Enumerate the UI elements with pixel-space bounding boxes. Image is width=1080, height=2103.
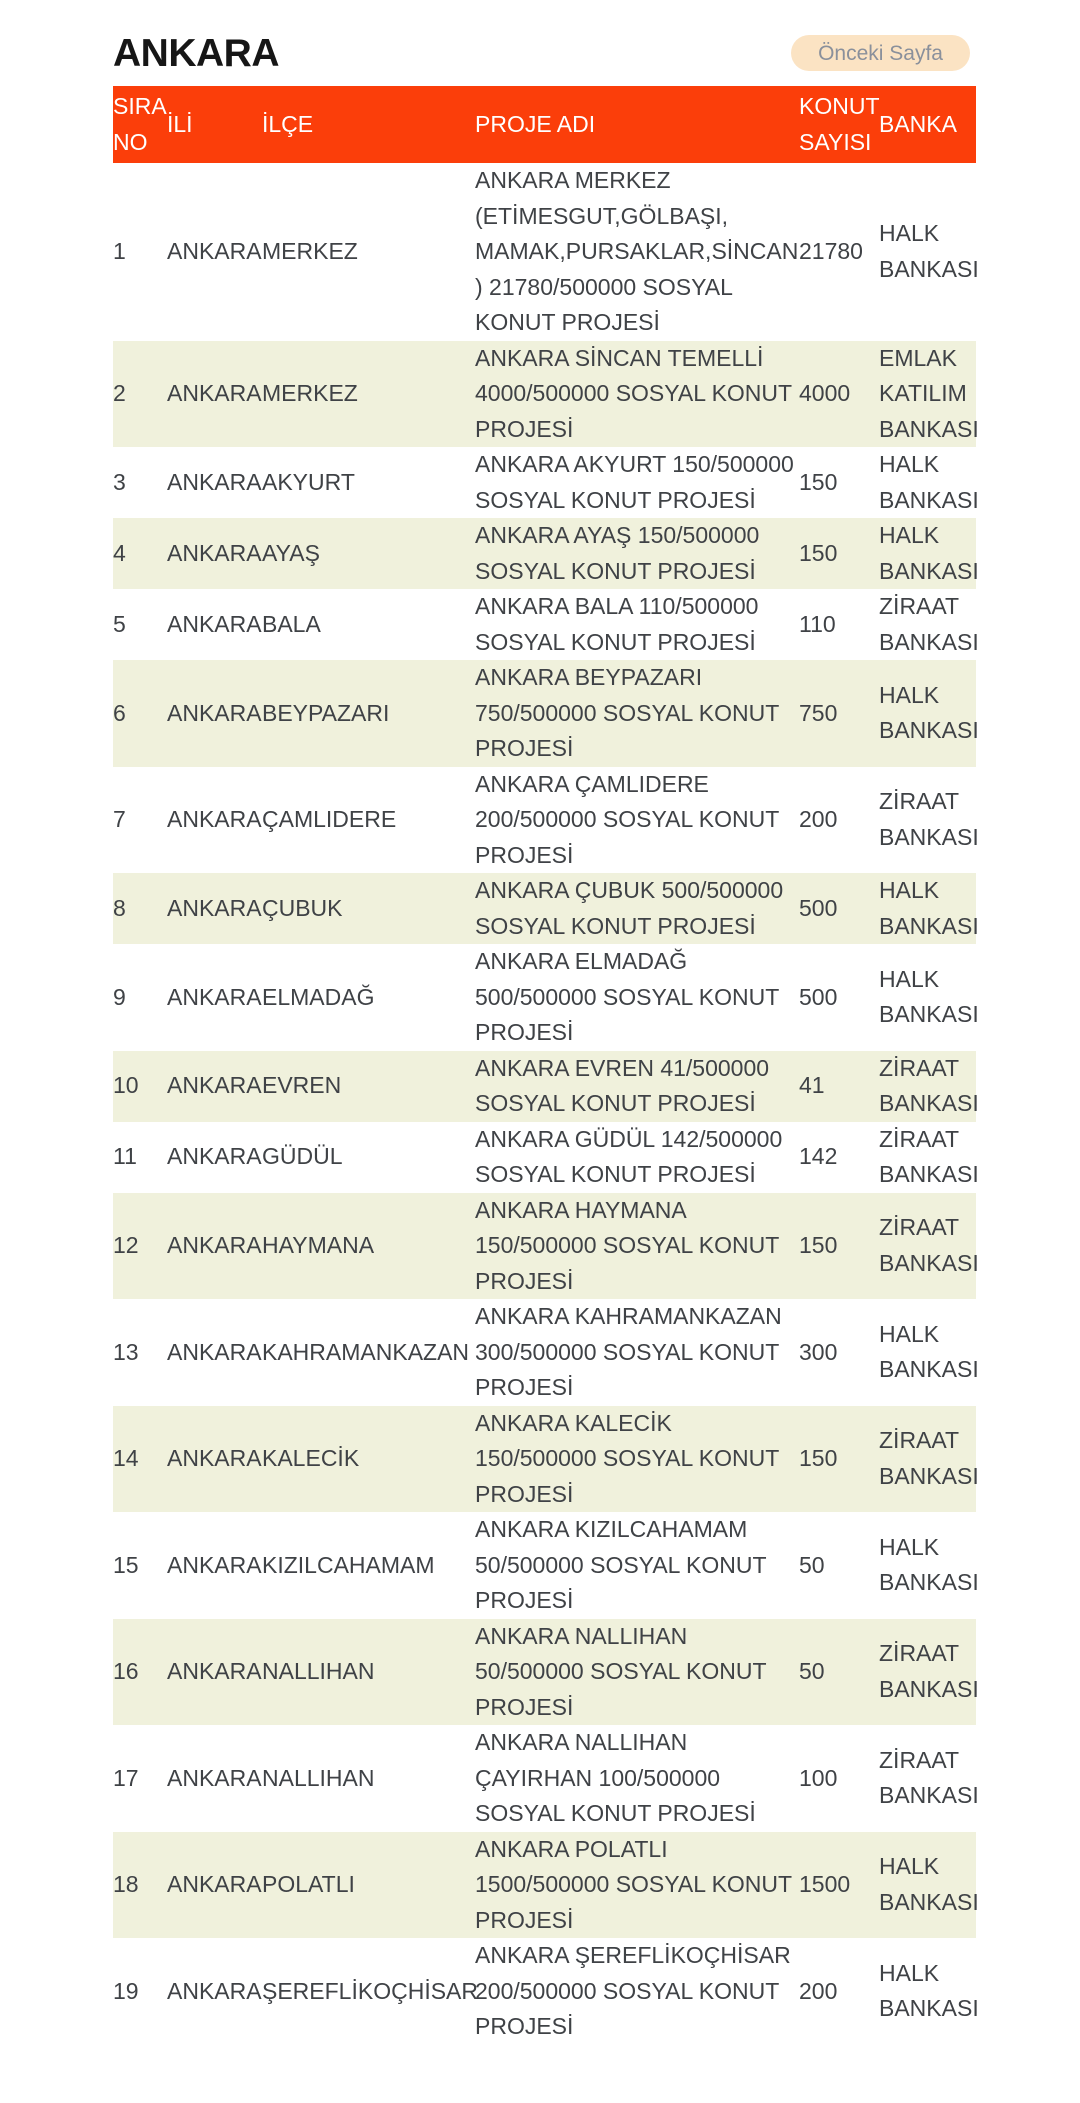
cell-banka: HALK BANKASI: [879, 220, 979, 282]
cell-no: 17: [113, 1764, 139, 1791]
cell-no: 2: [113, 380, 126, 406]
cell-konut: 110: [799, 610, 836, 637]
cell-banka: HALK BANKASI: [879, 522, 979, 584]
cell-konut: 200: [799, 1977, 838, 2004]
cell-ilce: AKYURT: [262, 468, 355, 495]
cell-konut: 50: [799, 1551, 825, 1578]
cell-banka: ZİRAAT BANKASI: [879, 593, 979, 655]
table-row: [113, 1406, 976, 1513]
cell-konut: 500: [799, 894, 838, 921]
cell-konut: 21780: [799, 238, 863, 264]
cell-proje: ANKARA AKYURT 150/500000 SOSYAL KONUT PROJESİ: [475, 451, 794, 513]
cell-il: ANKARA: [167, 1072, 262, 1099]
cell-no: 10: [113, 1072, 139, 1099]
cell-banka: ZİRAAT BANKASI: [879, 1746, 979, 1809]
cell-banka: ZİRAAT BANKASI: [879, 788, 979, 850]
column-header-ili: İLİ: [167, 86, 262, 163]
table-row: [113, 767, 976, 874]
cell-no: 18: [113, 1871, 139, 1897]
cell-il: ANKARA: [167, 1232, 262, 1258]
cell-proje: ANKARA ELMADAĞ 500/500000 SOSYAL KONUT PROJESİ: [475, 948, 779, 1045]
cell-proje: ANKARA GÜDÜL 142/500000 SOSYAL KONUT PROJESİ: [475, 1125, 783, 1187]
cell-il: ANKARA: [167, 1871, 262, 1897]
cell-il: ANKARA: [167, 699, 262, 726]
table-row: [113, 1051, 976, 1122]
cell-no: 11: [113, 1143, 137, 1170]
table-row: [113, 944, 976, 1051]
table-header-row: [113, 86, 976, 163]
cell-il: ANKARA: [167, 1764, 262, 1791]
previous-page-button[interactable]: Önceki Sayfa: [791, 35, 970, 71]
cell-ilce: HAYMANA: [262, 1232, 375, 1258]
cell-proje: ANKARA BALA 110/500000 SOSYAL KONUT PROJESİ: [475, 593, 759, 655]
cell-proje: ANKARA KIZILCAHAMAM 50/500000 SOSYAL KONUT PROJESİ: [475, 1516, 767, 1613]
cell-il: ANKARA: [167, 238, 262, 264]
table-row: [113, 1725, 976, 1832]
cell-banka: ZİRAAT BANKASI: [879, 1640, 979, 1702]
cell-proje: ANKARA ÇAMLIDERE 200/500000 SOSYAL KONUT PROJESİ: [475, 770, 779, 868]
cell-ilce: ÇUBUK: [262, 894, 343, 921]
table-row: [113, 1832, 976, 1939]
cell-no: 7: [113, 806, 126, 832]
cell-proje: ANKARA HAYMANA 150/500000 SOSYAL KONUT PROJESİ: [475, 1196, 779, 1294]
cell-no: 9: [113, 983, 126, 1010]
cell-banka: HALK BANKASI: [879, 877, 979, 939]
cell-banka: HALK BANKASI: [879, 1853, 979, 1915]
cell-ilce: MERKEZ: [262, 238, 358, 264]
table-row: [113, 1512, 976, 1619]
table-row: [113, 589, 976, 660]
cell-no: 1: [113, 238, 126, 264]
cell-no: 15: [113, 1551, 139, 1578]
table-row: [113, 1938, 976, 2045]
cell-banka: HALK BANKASI: [879, 451, 979, 513]
cell-banka: HALK BANKASI: [879, 965, 979, 1028]
cell-ilce: EVREN: [262, 1072, 342, 1099]
cell-konut: 142: [799, 1143, 838, 1170]
cell-il: ANKARA: [167, 894, 262, 921]
table-body: [113, 163, 979, 2045]
cell-ilce: POLATLI: [262, 1871, 355, 1897]
column-header-ilce: İLÇE: [262, 86, 475, 163]
cell-ilce: KALECİK: [262, 1445, 360, 1471]
cell-konut: 300: [799, 1338, 838, 1365]
cell-proje: ANKARA NALLIHAN ÇAYIRHAN 100/500000 SOSYAL KONUT PROJESİ: [475, 1729, 756, 1826]
column-header-konut-sayisi: KONUT SAYISI: [799, 86, 879, 163]
cell-konut: 41: [799, 1072, 825, 1099]
cell-proje: ANKARA MERKEZ (ETİMESGUT,GÖLBAŞI, MAMAK,PURSAKLAR,SİNCAN) 21780/500000 SOSYAL KONUT PROJESİ: [475, 167, 799, 335]
table-row: [113, 873, 976, 944]
table-row: [113, 1619, 976, 1726]
cell-proje: ANKARA POLATLI 1500/500000 SOSYAL KONUT PROJESİ: [475, 1835, 792, 1933]
cell-proje: ANKARA ÇUBUK 500/500000 SOSYAL KONUT PROJESİ: [475, 877, 784, 939]
content-area: [113, 32, 979, 2045]
cell-banka: HALK BANKASI: [879, 1959, 979, 2022]
cell-proje: ANKARA ŞEREFLİKOÇHİSAR 200/500000 SOSYAL KONUT PROJESİ: [475, 1942, 791, 2039]
cell-no: 4: [113, 539, 126, 566]
column-header-proje-adi: PROJE ADI: [475, 86, 799, 163]
cell-banka: ZİRAAT BANKASI: [879, 1125, 979, 1187]
cell-il: ANKARA: [167, 1551, 262, 1578]
cell-ilce: MERKEZ: [262, 380, 358, 406]
cell-proje: ANKARA KAHRAMANKAZAN 300/500000 SOSYAL KONUT PROJESİ: [475, 1303, 782, 1400]
cell-konut: 100: [799, 1764, 838, 1791]
cell-konut: 1500: [799, 1871, 851, 1897]
table-row: [113, 1122, 976, 1193]
cell-no: 16: [113, 1658, 139, 1684]
cell-proje: ANKARA KALECİK 150/500000 SOSYAL KONUT PROJESİ: [475, 1409, 779, 1507]
cell-konut: 500: [799, 983, 838, 1010]
cell-banka: ZİRAAT BANKASI: [879, 1054, 979, 1116]
cell-ilce: GÜDÜL: [262, 1143, 343, 1170]
cell-no: 13: [113, 1338, 139, 1365]
cell-banka: HALK BANKASI: [879, 1533, 979, 1596]
cell-ilce: KIZILCAHAMAM: [262, 1551, 435, 1578]
cell-konut: 50: [799, 1658, 825, 1684]
cell-konut: 150: [799, 1445, 838, 1471]
cell-proje: ANKARA AYAŞ 150/500000 SOSYAL KONUT PROJESİ: [475, 522, 760, 584]
cell-banka: HALK BANKASI: [879, 1320, 979, 1383]
table-row: [113, 447, 976, 518]
cell-ilce: KAHRAMANKAZAN: [262, 1338, 470, 1365]
cell-il: ANKARA: [167, 1658, 262, 1684]
cell-ilce: ÇAMLIDERE: [262, 806, 397, 832]
cell-ilce: ŞEREFLİKOÇHİSAR: [262, 1977, 478, 2004]
table-row: [113, 341, 976, 448]
cell-il: ANKARA: [167, 380, 262, 406]
cell-no: 12: [113, 1232, 139, 1258]
cell-banka: EMLAK KATILIM BANKASI: [879, 344, 979, 442]
cell-konut: 150: [799, 1232, 838, 1258]
cell-no: 3: [113, 468, 126, 495]
cell-konut: 150: [799, 539, 838, 566]
cell-konut: 150: [799, 468, 838, 495]
cell-no: 5: [113, 610, 126, 637]
cell-ilce: BEYPAZARI: [262, 699, 390, 726]
cell-ilce: NALLIHAN: [262, 1764, 375, 1791]
cell-no: 8: [113, 894, 126, 921]
cell-konut: 200: [799, 806, 838, 832]
table-row: [113, 1299, 976, 1406]
cell-konut: 4000: [799, 380, 851, 406]
cell-il: ANKARA: [167, 806, 262, 832]
cell-no: 19: [113, 1977, 139, 2004]
column-header-banka: BANKA: [879, 86, 976, 163]
cell-no: 14: [113, 1445, 139, 1471]
cell-konut: 750: [799, 699, 838, 726]
projects-table: [113, 86, 979, 2045]
table-row: [113, 163, 976, 341]
table-row: [113, 1193, 976, 1300]
cell-il: ANKARA: [167, 1977, 262, 2004]
cell-proje: ANKARA EVREN 41/500000 SOSYAL KONUT PROJESİ: [475, 1054, 770, 1116]
cell-banka: ZİRAAT BANKASI: [879, 1427, 979, 1489]
cell-ilce: ELMADAĞ: [262, 983, 375, 1010]
cell-il: ANKARA: [167, 610, 262, 637]
cell-ilce: AYAŞ: [262, 539, 320, 566]
cell-il: ANKARA: [167, 539, 262, 566]
cell-il: ANKARA: [167, 1338, 262, 1365]
cell-proje: ANKARA SİNCAN TEMELLİ 4000/500000 SOSYAL KONUT PROJESİ: [475, 344, 792, 442]
cell-no: 6: [113, 699, 126, 726]
cell-il: ANKARA: [167, 983, 262, 1010]
cell-il: ANKARA: [167, 1143, 262, 1170]
page-title: ANKARA: [113, 32, 279, 75]
column-header-sira-no: SIRA NO: [113, 86, 167, 163]
cell-proje: ANKARA BEYPAZARI 750/500000 SOSYAL KONUT PROJESİ: [475, 664, 779, 761]
cell-banka: ZİRAAT BANKASI: [879, 1214, 979, 1276]
cell-il: ANKARA: [167, 468, 262, 495]
cell-ilce: BALA: [262, 610, 321, 637]
table-row: [113, 518, 976, 589]
cell-ilce: NALLIHAN: [262, 1658, 375, 1684]
cell-proje: ANKARA NALLIHAN 50/500000 SOSYAL KONUT PROJESİ: [475, 1622, 767, 1720]
table-row: [113, 660, 976, 767]
cell-banka: HALK BANKASI: [879, 681, 979, 744]
cell-il: ANKARA: [167, 1445, 262, 1471]
